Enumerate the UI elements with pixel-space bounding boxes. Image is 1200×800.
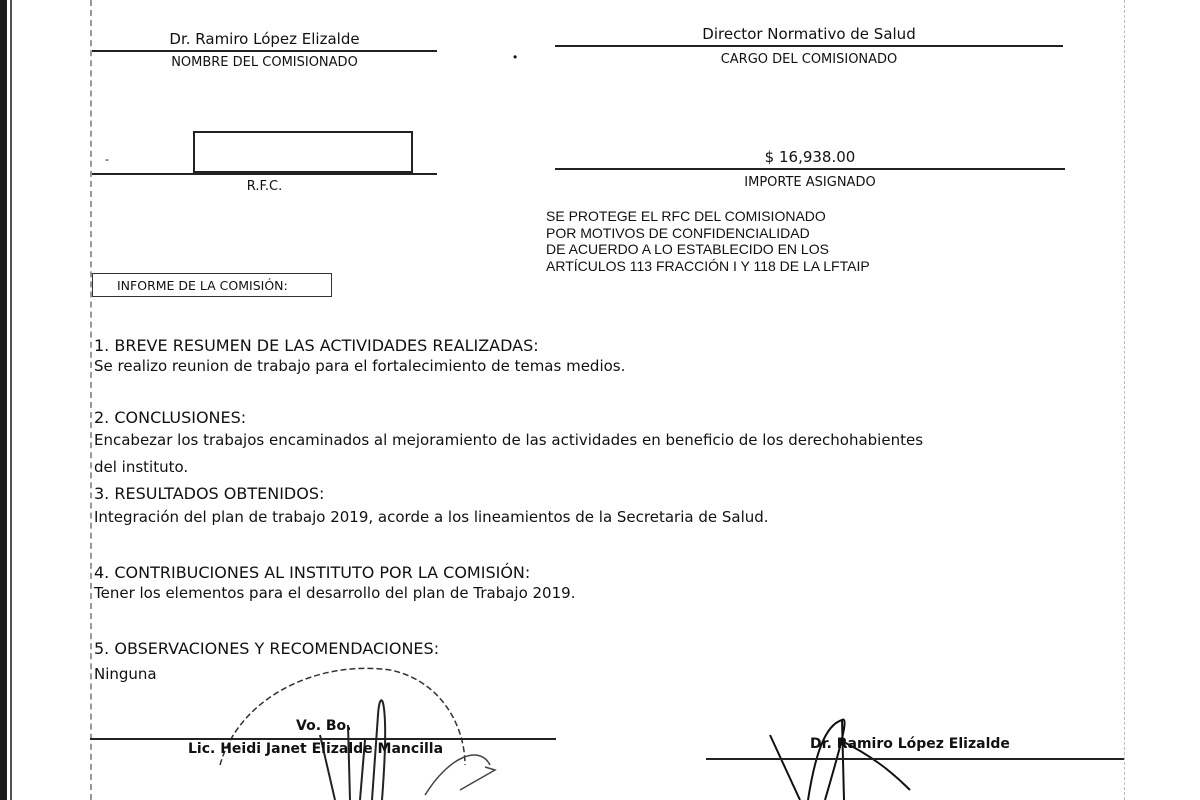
report-heading: INFORME DE LA COMISIÓN: (92, 273, 332, 297)
notice-line: DE ACUERDO A LO ESTABLECIDO EN LOS (546, 241, 829, 257)
section-title-1: 1. BREVE RESUMEN DE LAS ACTIVIDADES REALIZADAS: (94, 336, 539, 355)
amount-underline (555, 168, 1065, 170)
section-body-2-line-2: del instituto. (94, 458, 189, 476)
notice-line: SE PROTEGE EL RFC DEL COMISIONADO (546, 208, 826, 224)
position-underline (555, 45, 1063, 47)
section-title-2: 2. CONCLUSIONES: (94, 408, 247, 427)
commissioner-name-value: Dr. Ramiro López Elizalde (169, 30, 360, 48)
section-body-3: Integración del plan de trabajo 2019, acorde a los lineamientos de la Secretaria de Salud. (94, 508, 769, 526)
page-border-right (1124, 0, 1125, 800)
stray-mark: - (105, 152, 109, 166)
commissioner-position-label: CARGO DEL COMISIONADO (720, 52, 898, 67)
rfc-label: R.F.C. (246, 179, 283, 194)
scan-edge-line (10, 0, 12, 800)
rfc-redacted-box (193, 131, 413, 173)
commissioner-name-label: NOMBRE DEL COMISIONADO (171, 55, 358, 70)
section-title-3: 3. RESULTADOS OBTENIDOS: (94, 484, 325, 503)
commissioner-signature-line (706, 758, 1124, 760)
page-border-left (90, 0, 92, 800)
section-body-4: Tener los elementos para el desarrollo del plan de Trabajo 2019. (94, 584, 576, 602)
confidentiality-notice (546, 208, 870, 274)
commissioner-position-value: Director Normativo de Salud (702, 25, 916, 43)
stray-dot: • (513, 50, 518, 64)
rfc-underline (92, 173, 437, 175)
approval-label: Vo. Bo. (296, 718, 352, 734)
section-title-4: 4. CONTRIBUCIONES AL INSTITUTO POR LA COMISIÓN: (94, 563, 531, 582)
amount-label: IMPORTE ASIGNADO (744, 175, 876, 190)
approver-signature-icon (200, 655, 600, 800)
commissioner-signature-name: Dr. Ramiro López Elizalde (810, 736, 1010, 752)
approver-name: Lic. Heidi Janet Elizalde Mancilla (188, 741, 444, 757)
approver-signature-line (90, 738, 556, 740)
scan-left-edge (0, 0, 7, 800)
section-body-2-line-1: Encabezar los trabajos encaminados al mejoramiento de las actividades en beneficio de los derechohabientes (94, 431, 924, 449)
notice-line: POR MOTIVOS DE CONFIDENCIALIDAD (546, 224, 810, 241)
section-title-5: 5. OBSERVACIONES Y RECOMENDACIONES: (94, 639, 440, 658)
notice-line: ARTÍCULOS 113 FRACCIÓN I Y 118 DE LA LFTAIP (546, 257, 870, 274)
section-body-5: Ninguna (94, 665, 157, 683)
name-underline (92, 50, 437, 52)
section-body-1: Se realizo reunion de trabajo para el fortalecimiento de temas medios. (94, 357, 626, 375)
amount-value: $ 16,938.00 (764, 148, 856, 166)
